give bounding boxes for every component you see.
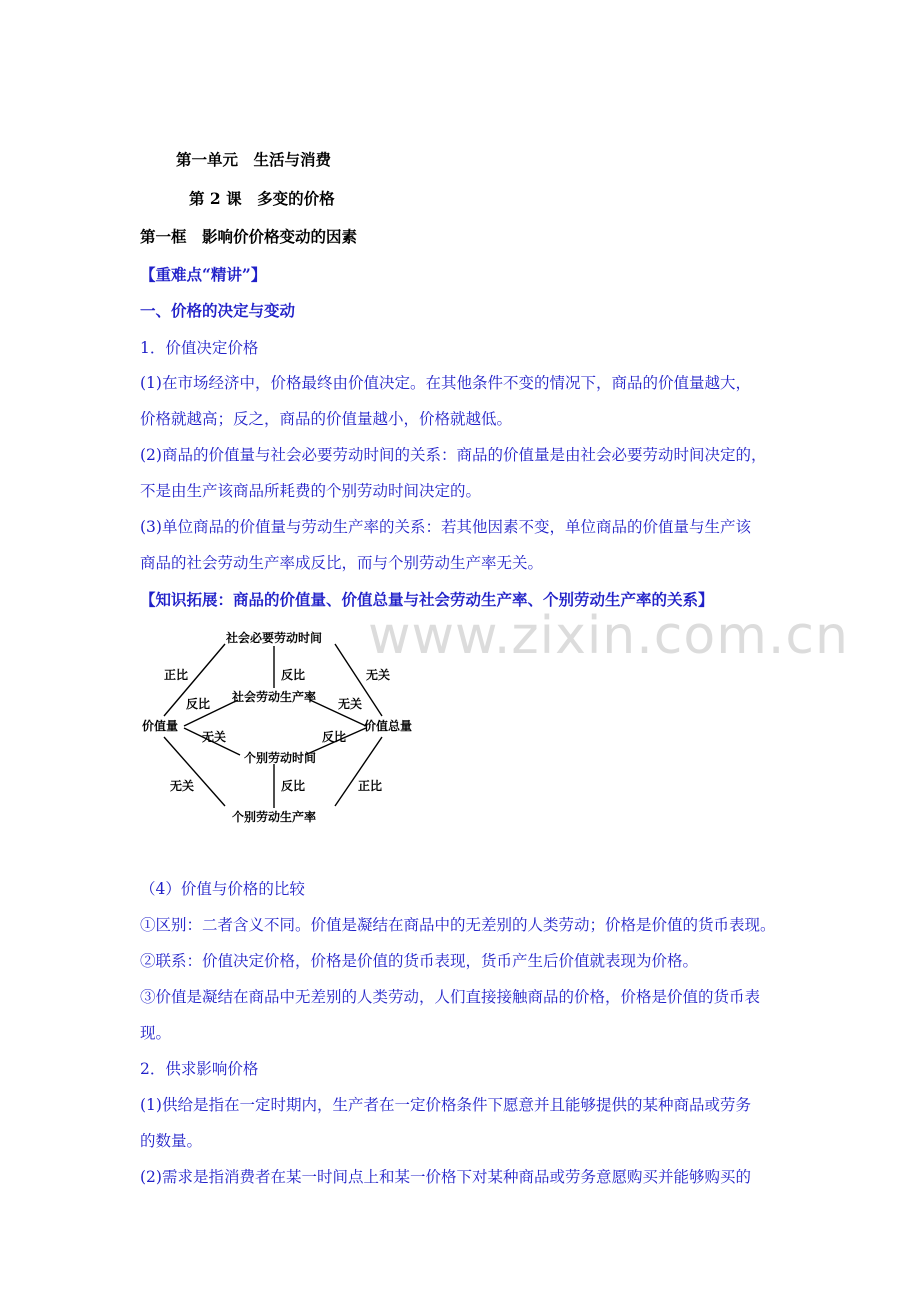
paragraph-4-c-line-1: ③价值是凝结在商品中无差别的人类劳动，人们直接接触商品的价格，价格是价值的货币表 <box>140 988 761 1006</box>
item1-title: 1．价值决定价格 <box>140 339 259 357</box>
paragraph-2-line-2: 不是由生产该商品所耗费的个别劳动时间决定的。 <box>140 482 482 500</box>
lesson-title: 第 2 课 多变的价格 <box>189 189 335 208</box>
paragraph-2-line-1: (2)商品的价值量与社会必要劳动时间的关系：商品的价值量是由社会必要劳动时间决定的， <box>140 446 767 464</box>
paragraph-5-line-1: (1)供给是指在一定时期内，生产者在一定价格条件下愿意并且能够提供的某种商品或劳务 <box>140 1096 751 1114</box>
node-inner-bottom: 个别劳动时间 <box>243 751 317 765</box>
unit-title: 第一单元 生活与消费 <box>176 150 332 169</box>
label-top-center: 反比 <box>281 668 306 682</box>
watermark: www.zixin.com.cn <box>368 606 849 666</box>
line-bottom-right <box>335 737 382 806</box>
label-top-right: 无关 <box>366 668 391 682</box>
label-mid-left: 无关 <box>202 730 227 744</box>
label-inner-left: 反比 <box>186 697 211 711</box>
paragraph-1-line-1: (1)在市场经济中，价格最终由价值决定。在其他条件不变的情况下，商品的价值量越大， <box>140 374 751 392</box>
paragraph-5-line-2: 的数量。 <box>140 1132 203 1150</box>
node-bottom: 个别劳动生产率 <box>231 810 317 824</box>
label-bottom-right: 正比 <box>358 779 383 793</box>
paragraph-4-b: ②联系：价值决定价格，价格是价值的货币表现，货币产生后价值就表现为价格。 <box>140 952 699 970</box>
label-bottom-center: 反比 <box>281 779 306 793</box>
node-top: 社会必要劳动时间 <box>225 631 323 645</box>
item2-title: 2．供求影响价格 <box>140 1060 259 1078</box>
node-left: 价值量 <box>142 719 179 733</box>
node-inner-top: 社会劳动生产率 <box>231 690 317 704</box>
paragraph-4-a: ①区别：二者含义不同。价值是凝结在商品中的无差别的人类劳动；价格是价值的货币表现。 <box>140 916 776 934</box>
paragraph-3-line-1: (3)单位商品的价值量与劳动生产率的关系：若其他因素不变，单位商品的价值量与生产该 <box>140 518 751 536</box>
label-inner-right: 无关 <box>338 697 363 711</box>
relationship-diagram <box>140 628 420 828</box>
paragraph-6-line-1: (2)需求是指消费者在某一时间点上和某一价格下对某种商品或劳务意愿购买并能够购买的 <box>140 1168 751 1186</box>
label-top-left: 正比 <box>164 668 189 682</box>
label-mid-right: 反比 <box>322 730 347 744</box>
extension-heading: 【知识拓展：商品的价值量、价值总量与社会劳动生产率、个别劳动生产率的关系】 <box>140 590 714 609</box>
paragraph-1-line-2: 价格就越高；反之，商品的价值量越小，价格就越低。 <box>140 410 513 428</box>
section1-title: 一、价格的决定与变动 <box>140 301 296 320</box>
paragraph-3-line-2: 商品的社会劳动生产率成反比，而与个别劳动生产率无关。 <box>140 554 544 572</box>
paragraph-4-title: （4）价值与价格的比较 <box>140 880 305 898</box>
highlight-heading: 【重难点“精讲”】 <box>140 265 267 284</box>
label-bottom-left: 无关 <box>170 779 195 793</box>
line-bottom-left <box>164 737 225 806</box>
paragraph-4-c-line-2: 现。 <box>140 1024 172 1042</box>
node-right: 价值总量 <box>364 719 413 733</box>
frame-title: 第一框 影响价价格变动的因素 <box>140 227 358 246</box>
